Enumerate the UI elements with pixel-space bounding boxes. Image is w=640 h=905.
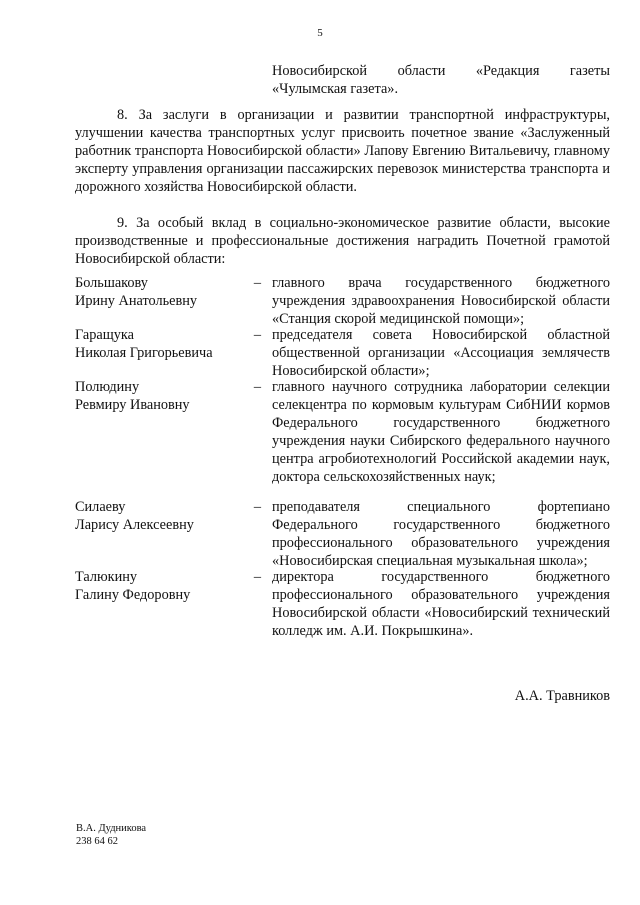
footer-executor-info (76, 822, 146, 848)
awardee-position: директора государственного бюджетного профессионального образовательного учреждения Новосибирской области «Новосибирский технический колледж им. А.И. Покрышкина». (272, 569, 610, 639)
dash-separator: – (253, 275, 262, 291)
dash-separator: – (253, 569, 262, 585)
dash-separator: – (253, 327, 262, 343)
awardee-position: главного врача государственного бюджетного учреждения здравоохранения Новосибирской области «Станция скорой медицинской помощи»; (272, 275, 610, 327)
paragraph-9: 9. За особый вклад в социально-экономическое развитие области, высокие производственные и профессиональные достижения наградить Почетной грамотой Новосибирской области: (75, 215, 610, 267)
awardee-position: председателя совета Новосибирской областной общественной организации «Ассоциация землячеств Новосибирской области»; (272, 327, 610, 379)
continuation-text (272, 62, 610, 98)
awardee-surname: Большакову (75, 275, 148, 291)
paragraph-8: 8. За заслуги в организации и развитии транспортной инфраструктуры, улучшении качества транспортных услуг присвоить почетное звание «Заслуженный работник транспорта Новосибирской области» Лапову Евгению Витальевичу, главному эксперту управления организации пассажирских перевозок министерства транспорта и дорожного хозяйства Новосибирской области. (75, 107, 610, 195)
awardee-given-names: Галину Федоровну (75, 587, 191, 603)
awardee-name (75, 378, 250, 414)
awardee-given-names: Ирину Анатольевну (75, 293, 198, 309)
signature-name: А.А. Травников (514, 688, 610, 704)
awardee-position: преподавателя специального фортепиано Федерального государственного бюджетного профессионального образовательного учреждения «Новосибирская специальная музыкальная школа»; (272, 499, 610, 569)
awardee-surname: Полюдину (75, 379, 140, 395)
awardee-name (75, 498, 250, 534)
awardee-given-names: Ларису Алексеевну (75, 517, 194, 533)
page-number: 5 (317, 27, 323, 39)
awardee-name (75, 274, 250, 310)
dash-separator: – (253, 499, 262, 515)
executor-name: В.А. Дудникова (76, 823, 147, 834)
executor-phone: 238 64 62 (76, 836, 118, 847)
awardee-surname: Силаеву (75, 499, 126, 515)
continuation-line-1: Новосибирской области «Редакция газеты (272, 63, 610, 79)
awardee-given-names: Николая Григорьевича (75, 345, 213, 361)
awardee-position: главного научного сотрудника лаборатории селекции селекцентра по кормовым культурам СибНИИ кормов Федерального государственного бюджетного учреждения науки Сибирского федерального научного центра агробиотехнологий Российской академии наук, доктора сельскохозяйственных наук; (272, 379, 610, 485)
awardee-given-names: Ревмиру Ивановну (75, 397, 190, 413)
continuation-line-2: «Чулымская газета». (272, 81, 399, 97)
dash-separator: – (253, 379, 262, 395)
awardee-name (75, 326, 250, 362)
awardee-surname: Гаращука (75, 327, 134, 343)
awardee-surname: Талюкину (75, 569, 138, 585)
awardee-name (75, 568, 250, 604)
